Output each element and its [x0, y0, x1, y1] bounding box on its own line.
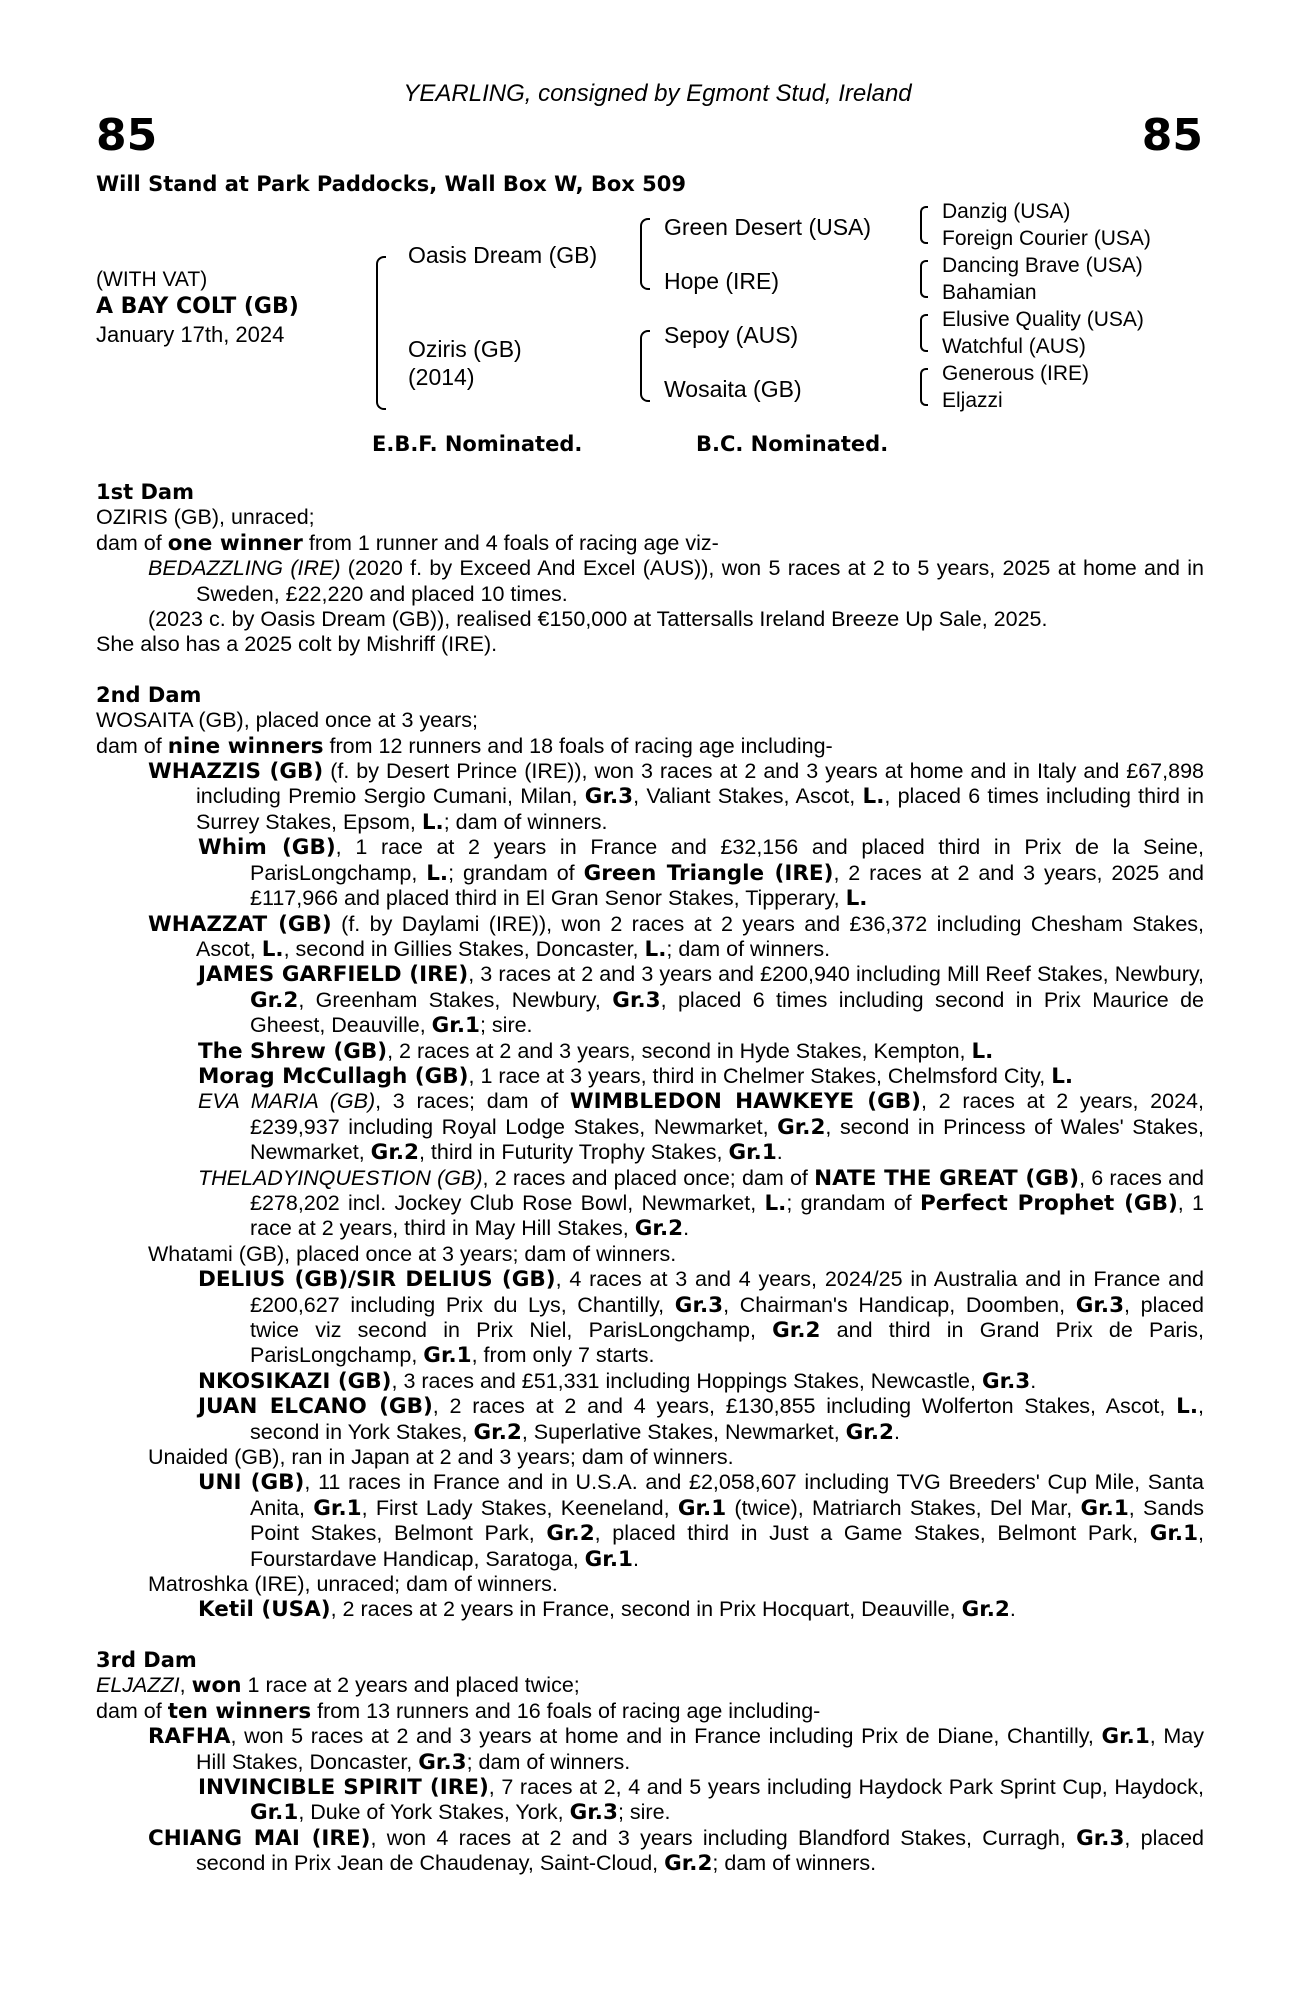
dam-year: (2014): [408, 364, 475, 390]
pedigree-brace-g1: [920, 206, 928, 244]
date-of-birth: January 17th, 2024: [96, 322, 285, 347]
lot-number-right: 85: [1141, 110, 1203, 161]
pedigree-brace-g3: [920, 314, 928, 352]
second-dam-heading: 2nd Dam: [96, 682, 202, 707]
gen3-1: Danzig (USA): [942, 200, 1071, 223]
gen3-4: Bahamian: [942, 281, 1037, 304]
produce-entry: Ketil (USA), 2 races at 2 years in France, second in Prix Hocquart, Deauville, Gr.2.: [198, 1597, 1016, 1623]
second-dam-produce-summary: dam of nine winners from 12 runners and 18 foals of racing age including-: [96, 733, 833, 759]
dam-name: Oziris (GB): [408, 336, 522, 362]
pedigree-brace-g2: [920, 260, 928, 298]
produce-entry: Whim (GB), 1 race at 2 years in France and £32,156 and placed third in Prix de la Seine, ParisLongchamp, L.; grandam of Green Triangle (IRE), 2 races at 2 and 3 years, 2025 and £117,966 and placed third in El Gran Senor Stakes, Tipperary, L.: [198, 835, 1204, 912]
vat-note: (WITH VAT): [96, 268, 208, 291]
dam-dam: Wosaita (GB): [664, 376, 802, 402]
produce-entry: Whatami (GB), placed once at 3 years; dam of winners.: [148, 1241, 677, 1266]
sire-dam: Hope (IRE): [664, 268, 780, 294]
first-dam-note: She also has a 2025 colt by Mishriff (IRE).: [96, 632, 498, 657]
produce-entry: JAMES GARFIELD (IRE), 3 races at 2 and 3 years and £200,940 including Mill Reef Stakes, Newbury, Gr.2, Greenham Stakes, Newbury, Gr.3, placed 6 times including second in Prix Maurice de Gheest, Deauville, Gr.1; sire.: [198, 962, 1204, 1039]
third-dam-line: ELJAZZI, won 1 race at 2 years and placed twice;: [96, 1673, 580, 1699]
first-dam-produce-summary: dam of one winner from 1 runner and 4 foals of racing age viz-: [96, 530, 719, 556]
gen3-8: Eljazzi: [942, 389, 1003, 412]
produce-entry: NKOSIKAZI (GB), 3 races and £51,331 including Hoppings Stakes, Newcastle, Gr.3.: [198, 1368, 1037, 1394]
dam-sire: Sepoy (AUS): [664, 322, 799, 348]
produce-entry: (2023 c. by Oasis Dream (GB)), realised €150,000 at Tattersalls Ireland Breeze Up Sale, 2025.: [148, 607, 1048, 632]
gen3-6: Watchful (AUS): [942, 335, 1086, 358]
produce-entry: WHAZZAT (GB) (f. by Daylami (IRE)), won 2 races at 2 years and £36,372 including Chesham Stakes, Ascot, L., second in Gillies Stakes, Doncaster, L.; dam of winners.: [148, 911, 1205, 962]
first-dam-line: OZIRIS (GB), unraced;: [96, 505, 315, 530]
produce-entry: DELIUS (GB)/SIR DELIUS (GB), 4 races at 3 and 4 years, 2024/25 in Australia and in France and £200,627 including Prix du Lys, Chantilly, Gr.3, Chairman's Handicap, Doomben, Gr.3, placed twice viz second in Prix Niel, ParisLongchamp, Gr.2 and third in Grand Prix de Paris, ParisLongchamp, Gr.1, from only 7 starts.: [198, 1267, 1205, 1369]
produce-entry: UNI (GB), 11 races in France and in U.S.A. and £2,058,607 including TVG Breeders' Cup Mile, Santa Anita, Gr.1, First Lady Stakes, Keeneland, Gr.1 (twice), Matriarch Stakes, Del Mar, Gr.1, Sands Point Stakes, Belmont Park, Gr.2, placed third in Just a Game Stakes, Belmont Park, Gr.1, Fourstardave Handicap, Saratoga, Gr.1.: [198, 1470, 1205, 1572]
produce-entry: WHAZZIS (GB) (f. by Desert Prince (IRE)), won 3 races at 2 and 3 years at home and in Italy and £67,898 including Premio Sergio Cumani, Milan, Gr.3, Valiant Stakes, Ascot, L., placed 6 times including third in Surrey Stakes, Epsom, L.; dam of winners.: [148, 759, 1204, 835]
gen3-5: Elusive Quality (USA): [942, 308, 1144, 331]
produce-entry: CHIANG MAI (IRE), won 4 races at 2 and 3 years including Blandford Stakes, Curragh, Gr.3, placed second in Prix Jean de Chaudenay, Saint-Cloud, Gr.2; dam of winners.: [148, 1825, 1204, 1877]
sire-name: Oasis Dream (GB): [408, 242, 598, 268]
catalogue-body: [96, 480, 1204, 1877]
horse-name: A BAY COLT (GB): [96, 294, 299, 319]
pedigree-brace-main: [376, 256, 386, 410]
second-dam-line: WOSAITA (GB), placed once at 3 years;: [96, 708, 478, 733]
first-dam-heading: 1st Dam: [96, 480, 194, 504]
gen3-7: Generous (IRE): [942, 362, 1090, 385]
produce-entry: Morag McCullagh (GB), 1 race at 3 years, third in Chelmer Stakes, Chelmsford City, L.: [198, 1063, 1074, 1089]
bc-nomination: B.C. Nominated.: [696, 432, 889, 456]
produce-entry: INVINCIBLE SPIRIT (IRE), 7 races at 2, 4 and 5 years including Haydock Park Sprint Cup, Haydock, Gr.1, Duke of York Stakes, York, Gr.3; sire.: [198, 1774, 1204, 1826]
ebf-nomination: E.B.F. Nominated.: [372, 432, 583, 456]
produce-entry: BEDAZZLING (IRE) (2020 f. by Exceed And Excel (AUS)), won 5 races at 2 to 5 years, 2025 at home and in Sweden, £22,220 and placed 10 times.: [148, 556, 1204, 606]
gen3-2: Foreign Courier (USA): [942, 227, 1151, 250]
gen3-3: Dancing Brave (USA): [942, 254, 1143, 277]
produce-entry: JUAN ELCANO (GB), 2 races at 2 and 4 years, £130,855 including Wolferton Stakes, Ascot, L., second in York Stakes, Gr.2, Superlative Stakes, Newmarket, Gr.2.: [198, 1394, 1204, 1445]
third-dam-produce-summary: dam of ten winners from 13 runners and 16 foals of racing age including-: [96, 1698, 821, 1724]
pedigree-brace-dam: [640, 330, 650, 402]
produce-entry: THELADYINQUESTION (GB), 2 races and placed once; dam of NATE THE GREAT (GB), 6 races and £278,202 incl. Jockey Club Rose Bowl, Newmarket, L.; grandam of Perfect Prophet (GB), 1 race at 2 years, third in May Hill Stakes, Gr.2.: [198, 1165, 1205, 1242]
produce-entry: EVA MARIA (GB), 3 races; dam of WIMBLEDON HAWKEYE (GB), 2 races at 2 years, 2024, £239,937 including Royal Lodge Stakes, Newmarket, Gr.2, second in Princess of Wales' Stakes, Newmarket, Gr.2, third in Futurity Trophy Stakes, Gr.1.: [198, 1089, 1204, 1166]
consignment-line: YEARLING, consigned by Egmont Stud, Ireland: [403, 80, 912, 107]
stabling-location: Will Stand at Park Paddocks, Wall Box W, Box 509: [96, 172, 686, 196]
pedigree-brace-g4: [920, 368, 928, 406]
pedigree-brace-sire: [640, 218, 650, 290]
produce-entry: RAFHA, won 5 races at 2 and 3 years at home and in France including Prix de Diane, Chantilly, Gr.1, May Hill Stakes, Doncaster, Gr.3; dam of winners.: [148, 1724, 1204, 1775]
produce-entry: The Shrew (GB), 2 races at 2 and 3 years, second in Hyde Stakes, Kempton, L.: [198, 1038, 994, 1064]
produce-entry: Unaided (GB), ran in Japan at 2 and 3 years; dam of winners.: [148, 1445, 734, 1470]
sire-sire: Green Desert (USA): [664, 214, 872, 240]
lot-number-left: 85: [96, 110, 158, 161]
third-dam-heading: 3rd Dam: [96, 1647, 197, 1672]
produce-entry: Matroshka (IRE), unraced; dam of winners.: [148, 1572, 558, 1597]
